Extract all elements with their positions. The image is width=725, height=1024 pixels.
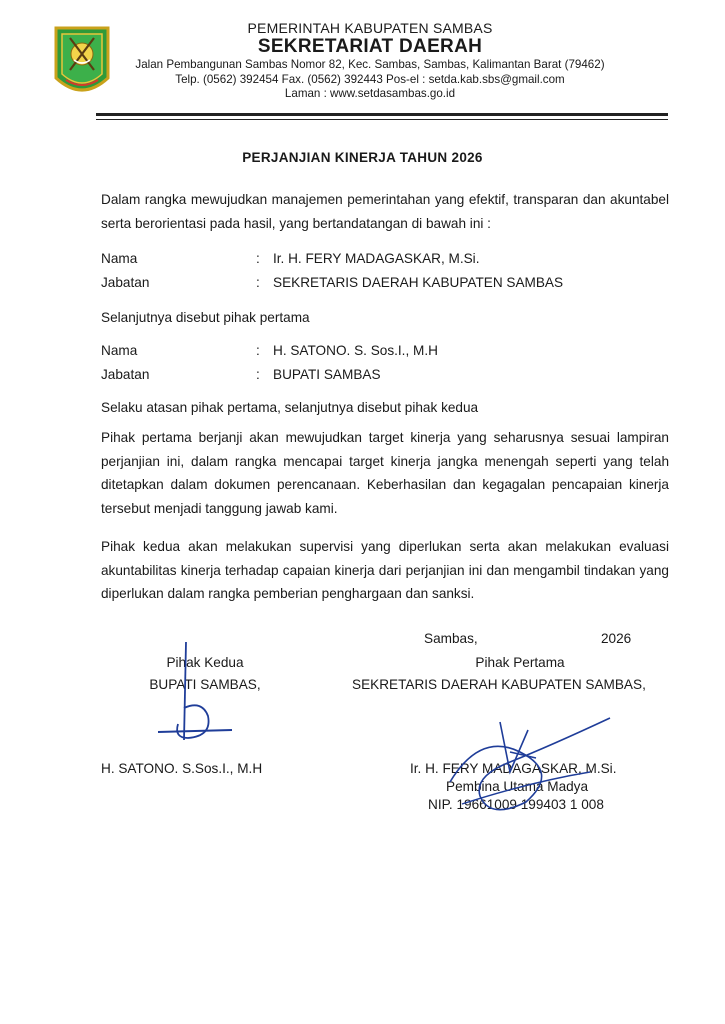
government-name: PEMERINTAH KABUPATEN SAMBAS [247, 20, 493, 36]
colon: : [256, 251, 260, 266]
colon: : [256, 367, 260, 382]
second-party-name: H. SATONO. S. Sos.I., M.H [273, 343, 438, 358]
left-signatory-position: BUPATI SAMBAS, [149, 677, 261, 692]
left-signature-icon [150, 640, 250, 750]
office-name: SEKRETARIAT DAERAH [257, 36, 483, 57]
second-party-position: BUPATI SAMBAS [273, 367, 381, 382]
sambas-regency-emblem-icon [52, 24, 112, 102]
first-party-designation: Selanjutnya disebut pihak pertama [101, 310, 310, 325]
right-signatory-name: Ir. H. FERY MADAGASKAR, M.Si. [410, 761, 617, 776]
right-signatory-nip: NIP. 19661009 199403 1 008 [428, 797, 604, 812]
document-title: PERJANJIAN KINERJA TAHUN 2026 [242, 150, 483, 165]
right-signatory-position: SEKRETARIS DAERAH KABUPATEN SAMBAS, [352, 677, 646, 692]
left-signatory-name: H. SATONO. S.Sos.I., M.H [101, 761, 263, 776]
second-party-designation: Selaku atasan pihak pertama, selanjutnya disebut pihak kedua [101, 400, 479, 415]
left-signatory-role: Pihak Kedua [166, 655, 244, 670]
right-signatory-rank: Pembina Utama Madya [446, 779, 589, 794]
colon: : [256, 275, 260, 290]
name-label: Nama [101, 343, 138, 358]
intro-paragraph: Dalam rangka mewujudkan manajemen pemerintahan yang efektif, transparan dan akuntabel serta berorientasi pada hasil, yang bertandatangan di bawah ini : [101, 192, 669, 231]
right-signature-icon [440, 712, 620, 822]
first-party-name: Ir. H. FERY MADAGASKAR, M.Si. [273, 251, 480, 266]
letterhead [120, 20, 620, 102]
first-party-position: SEKRETARIS DAERAH KABUPATEN SAMBAS [273, 275, 564, 290]
commitment-paragraph-1: Pihak pertama berjanji akan mewujudkan target kinerja yang seharusnya sesuai lampiran perjanjian ini, dalam rangka mencapai target kinerja jangka menengah seperti yang telah ditetapkan dalam dokumen perencanaan. Keberhasilan dan kegagalan pencapaian kinerja tersebut menjadi tanggung jawab kami. [101, 430, 669, 516]
signing-place: Sambas, [424, 631, 478, 646]
colon: : [256, 343, 260, 358]
office-address: Jalan Pembangunan Sambas Nomor 82, Kec. Sambas, Sambas, Kalimantan Barat (79462) [135, 58, 605, 71]
letterhead-divider-thin [96, 119, 668, 120]
position-label: Jabatan [101, 275, 150, 290]
right-signatory-role: Pihak Pertama [475, 655, 565, 670]
position-label: Jabatan [101, 367, 150, 382]
signing-year: 2026 [601, 631, 632, 646]
commitment-paragraph-2: Pihak kedua akan melakukan supervisi yang diperlukan serta akan melakukan evaluasi akuntabilitas kinerja terhadap capaian kinerja dari perjanjian ini dan mengambil tindakan yang diperlukan dalam rangka pemberian penghargaan dan sanksi. [101, 539, 669, 601]
letterhead-divider-thick [96, 113, 668, 116]
office-website: Laman : www.setdasambas.go.id [284, 87, 456, 100]
name-label: Nama [101, 251, 138, 266]
office-contact: Telp. (0562) 392454 Fax. (0562) 392443 Pos-el : setda.kab.sbs@gmail.com [175, 72, 565, 86]
